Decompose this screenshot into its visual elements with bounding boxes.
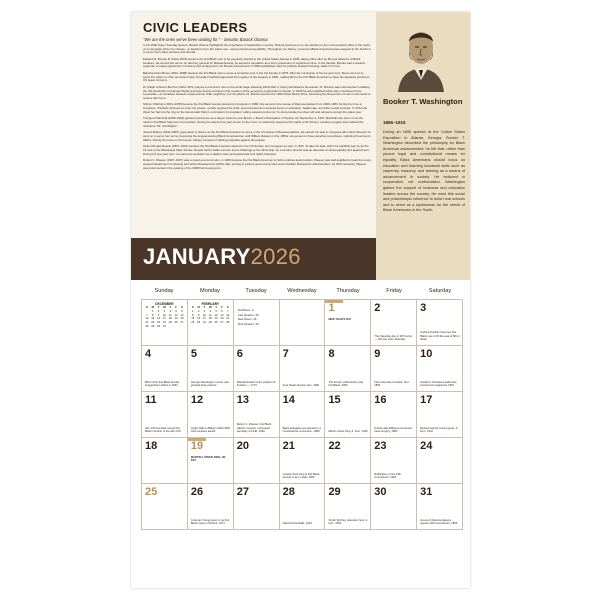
day-number: 8 [328,348,335,360]
moon-phase: New Moon: 18 [237,317,257,322]
mini-day: 11 [208,312,212,317]
day-note: Martin Luther King Jr. born, 1929 [328,429,368,433]
weekday-label: Tuesday [245,288,267,294]
day-note: Birth of the first Black female Guggenheim fellow in 1994 [145,380,180,387]
day-cell[interactable] [280,346,326,391]
mini-day: 4 [169,308,172,313]
day-note: Massachusetts Union petition for freedom — 1773 [236,380,276,387]
mini-weekday: S [181,305,183,309]
day-cell[interactable] [371,392,417,437]
weekday-label: Wednesday [287,288,317,294]
mini-day: 6 [181,308,183,313]
day-number: 10 [420,348,433,360]
mini-day: 16 [197,316,201,321]
day-cell[interactable] [371,346,417,391]
mini-day: 26 [174,320,178,325]
day-cell[interactable] [141,346,188,391]
mini-day: 19 [174,316,178,321]
top-section [131,12,470,269]
article-panel [131,12,376,238]
day-note: MARTIN LUTHER KING, JR. DAY [190,456,227,463]
day-number: 15 [328,394,341,406]
day-number: 11 [145,394,157,406]
article-paragraph: Dr. Ralph Johnson Bunche (1904–1971) played a prominent role on the world stage following World War II. Along with Eleanor Roosevelt, Dr. Bunche was instrumental in drafting the UN Declaration of Human Rights and was closely involved in the creation of the governing organization's charter. In 1949 he accomplished what many considered to be impossible—an armistice between Israel and her Arab neighbors. For his efforts, Dr. Bunche earned the 1950 Nobel Peace Prize, becoming the first person of color in the world to receive this honor. [143,84,371,100]
day-number: 27 [236,486,249,498]
day-cell[interactable] [325,300,371,345]
day-number: 22 [328,440,341,452]
day-number: 25 [145,486,158,498]
mini-day: 17 [162,316,166,321]
week-row [141,392,463,438]
weekday-header [141,283,463,299]
day-cell[interactable] [234,484,280,529]
day-cell[interactable] [141,392,188,437]
day-number: 1 [328,302,335,314]
mini-weekday: S [191,305,194,309]
calendar-weeks [141,299,463,530]
day-number: 30 [374,486,387,498]
day-number: 7 [282,348,289,360]
day-cell[interactable] [188,438,234,483]
day-cell[interactable] [280,438,326,483]
mini-day: 12 [174,312,178,317]
weekday-label: Sunday [154,288,174,294]
mini-calendar-february [188,300,234,345]
empty-day [280,300,326,345]
day-cell[interactable] [188,346,234,391]
mini-day: 19 [214,316,218,321]
day-number: 3 [420,302,427,314]
mini-day: 23 [157,320,161,325]
day-note: Coretta Scott King is first Black woman to lie in state, 2006 [282,472,320,479]
calendar-grid [141,283,463,530]
day-note: Muhammad Ali, boxing great, is born, 1942 [420,426,458,433]
mini-weekday: W [163,305,166,309]
day-cell[interactable] [417,300,463,345]
week-row [141,438,463,484]
day-cell[interactable] [417,392,463,437]
day-note: Black delegates are elected to a constitutional convention, 1868 [282,426,321,433]
mini-day: 30 [157,323,161,328]
mini-day: 22 [151,320,155,325]
day-number: 17 [420,394,433,406]
mini-grid [190,306,231,325]
weekday-label: Monday [200,288,220,294]
day-number: 24 [420,440,433,452]
article-paragraph: Robert C. Weaver (1907–1997) was a noted economist who, in 1966 became the first Black American to hold a cabinet-level position. Weaver was well qualified to head the newly created Department of Housing and Urban Development (HUD) after serving in various government roles since Franklin Roosevelt's administration. As HUD secretary, Weaver was instrumental in the passing of the 1968 Fair Housing Act. [143,158,371,170]
week-row [141,300,463,346]
mini-title: DECEMBER [155,302,174,306]
calendar-page [131,12,470,588]
mini-day: 8 [151,312,154,317]
day-note: Robert C. Weaver, first Black cabinet member, nominated secretary of HUD, 1966 [236,423,272,433]
bio-name: Booker T. Washington [383,97,463,106]
day-cell[interactable] [371,484,417,529]
mini-day: 11 [168,312,172,317]
mini-day: 18 [208,316,212,321]
day-cell[interactable] [234,392,280,437]
day-number: 19 [190,440,204,452]
day-cell[interactable] [188,392,234,437]
weekday-label: Thursday [336,288,360,294]
day-cell[interactable] [371,438,417,483]
mini-day: 14 [226,312,230,317]
day-number: 23 [374,440,387,452]
day-note: This Saturday day of 1874 wins — with the other Saturday [374,334,412,341]
day-note: George Washington Carver was granted three patents [190,380,229,387]
mini-day: 12 [214,312,218,317]
week-row [141,346,463,392]
day-number: 18 [145,440,158,452]
mini-day: 29 [151,323,155,328]
day-cell[interactable] [325,438,371,483]
mini-day: 10 [202,312,206,317]
article-paragraph: Shirley Chisholm (1924–2005) became the first Black woman elected to Congress in 1968; she served in the House of Representatives from 1969–1983. During her time in Congress, Chisholm focused on inner-city issues, vocally opposed the draft, and promoted an increased focus on education, health care, and other social services. In 1972 she threw her hat into the ring for the Democratic Party's nomination for president; telling supporters she ran "to demonstrate the sheer will and refusal to accept the status quo." [143,102,368,114]
day-cell[interactable] [234,438,280,483]
day-number: 29 [328,486,341,498]
day-cell[interactable] [280,392,326,437]
mini-day: 26 [214,320,218,325]
moon-phases [234,300,280,345]
mini-day: 4 [209,308,212,313]
article-paragraph: Edward W. Brooke III (1919–2015) became the first Black man to be popularly elected to the United States Senate in 1966, taking office after an 85-year absence of Black senators. He served two terms. An attorney general for Massachusetts, he earned a reputation as a stern prosecutor of organized crime. In the Senate, Brooke was a staunch supporter of equal opportunity in housing and employment; the Brooke Amendment of 1969 established rules for publicly assisted housing, basis for home. [143,56,366,69]
day-note: House of Representatives passes 13th Amendment, 1865 [420,518,458,525]
mini-day: 8 [191,312,194,317]
mini-weekday: S [226,305,229,309]
day-number: 5 [190,348,197,360]
weekday-label: Friday [386,288,402,294]
day-cell[interactable] [417,346,463,391]
mini-weekday: T [157,305,160,309]
day-note: Fisk University founded, Tenn 1866 [374,380,410,387]
article-quote: "We are the ones we've been waiting for." - Senator Barack Obama [143,37,268,42]
mini-day: 13 [220,312,224,317]
mini-title: FEBRUARY [201,302,220,306]
day-note: Ratification of the 24th Amendment, 1964 [374,472,402,479]
day-number: 16 [374,394,387,406]
moon-phase: Last Quarter: 10 [237,312,259,317]
article-body [143,44,371,173]
mini-day: 5 [215,308,217,313]
mini-day: 21 [145,320,149,325]
day-cell[interactable] [141,438,188,483]
mini-day: 31 [162,323,166,328]
mini-day: 14 [145,316,149,321]
mini-day: 22 [191,320,195,325]
mini-weekday: M [151,305,154,309]
bio-dates: 1856–1915 [383,120,406,125]
bio-sidebar [376,12,470,280]
mini-day: 16 [157,316,161,321]
day-number: 28 [282,486,295,498]
mini-day: 24 [162,320,166,325]
mini-day: 7 [146,312,148,317]
day-note: Daniel Hale Williams pioneered heart surgery, 1893 [374,426,412,433]
portrait-sketch [392,18,450,92]
day-note: Andrew Franklin becomes first Black man to fill the seat of Bill of Ideas [420,331,460,341]
mini-day: 23 [197,320,201,325]
day-number: 12 [190,394,204,406]
mini-weekday: T [215,305,217,309]
mini-day: 18 [168,316,172,321]
day-note: AFL-CIO Ironclad named first Black member of the AFL-CIO [145,426,181,433]
mini-day: 1 [151,308,154,313]
day-cell[interactable] [325,346,371,391]
mini-day: 6 [221,308,223,313]
mini-day: 10 [162,312,166,317]
day-number: 6 [236,348,243,360]
month-banner [131,238,376,280]
day-cell[interactable] [280,484,326,529]
article-title: CIVIC LEADERS [143,20,248,35]
day-number: 20 [236,440,249,452]
day-cell[interactable] [325,392,371,437]
mini-weekday: F [221,305,223,309]
day-cell[interactable] [417,438,463,483]
mini-day: 17 [202,316,206,321]
week-row [141,484,463,530]
mini-day: 7 [227,308,229,313]
moon-phase: First Quarter: 25 [237,321,259,326]
mini-day: 15 [191,316,195,321]
mini-day: 1 [191,308,194,313]
mini-weekday: T [169,305,172,309]
article-paragraph: Thurgood Marshall (1908–1993) gained prominence as a lawyer when he won Brown v. Board of Education of Topeka. On September 2, 1967, Marshall was sworn in as the nation's first Black Supreme Court justice. During his twenty-four-year tenure on the court, he staunchly supported the rights of all citizens, creating a legacy that outlived the nickname "Mr. Civil Rights." [143,116,364,128]
moon-phase: Full Moon: 3 [237,308,254,312]
day-number: 21 [282,440,295,452]
mini-day: 25 [208,320,212,325]
mini-day: 13 [180,312,184,317]
day-number: 9 [374,348,381,360]
mini-day: 20 [180,316,184,321]
weekday-label: Saturday [428,288,452,294]
mini-day: 9 [197,312,200,317]
day-number: 2 [374,302,381,314]
mini-weekday: W [208,305,212,309]
day-number: 26 [190,486,204,498]
mini-day: 3 [163,308,166,313]
day-cell[interactable] [141,484,188,529]
mini-day: 24 [202,320,206,325]
day-cell[interactable] [371,300,417,345]
mini-weekday: F [175,305,177,309]
day-cell[interactable] [188,484,234,529]
day-number: 31 [420,486,433,498]
month-name: JANUARY [143,244,251,269]
day-note: Clyde Clark is Black in Ellen Bell Club receives award [190,426,230,433]
bio-text: During an 1895 speech at the Cotton States Exposition in Atlanta, Georgia, Booker T. Washington described the philosophy for Black American advancement: he felt that, rather than pursue legal and constitutional means for equality, Black Americans should focus on education and learning industrial skills such as carpentry, masonry, and farming as a means of advancement in society. He believed in cooperation, not confrontation. Washington gained the support of business and education leaders across the country. He used this social and philanthropic influence to build rural schools and to serve as a spokesman for the needs of Black Americans in the South. [383,130,465,213]
article-paragraph: Joseph Rainey (1832–1887) grew down in history as the first Black American to serve in the US House of Representatives. He earned his seat in Congress after Hiram Revels; he went on to serve four terms, becoming the longest-serving Black Congressman until William Dawson in the 1950s. He served on three standing committees, including Freedmen's Affairs. During his tenure in the House, Rainey focused on fighting prejudice against all peoples. [143,130,371,142]
mini-day: 28 [226,320,230,325]
month-title [143,244,301,270]
mini-weekday: S [145,305,148,309]
day-note: Coleman Young sworn in as first Black mayor of Detroit, 1974 [190,518,230,525]
day-cell[interactable] [417,484,463,529]
mini-day [179,325,185,329]
day-number: 13 [236,394,249,406]
mini-day: 9 [157,312,160,317]
mini-day: 21 [226,316,230,321]
mini-weekday: T [203,305,206,309]
mini-day: 25 [168,320,172,325]
day-note: NEW YEAR'S DAY [328,318,352,321]
day-note: The former Underwritten play first Black, 1950 [328,380,364,387]
day-number: 14 [282,394,295,406]
mini-day: 2 [157,308,160,313]
article-paragraph: Blanche Kelso Bruce (1841–1898) became the first Black man to serve a complete term in the US Senate in 1875. After the conclusion of his six-year term, Bruce went on to serve the nation in other prominent roles; President Garfield appointed him register of the treasury in 1881, making Bruce the first Black American to have his signature printed on US paper currency. [143,70,370,83]
day-note: Oprah Winfrey, television host, is born, 1954 [328,518,368,525]
article-paragraph: In his 2006 Super Tuesday speech, Barack Obama highlighted the importance of leadership in society. Obama would go on to win election to the most powerful office in the world on a campaign driven by change—a departure from the status quo—and personal accountability. Throughout our history, numerous Black Americans have stepped to the forefront to serve their nation at home and abroad. [143,43,371,55]
mini-day: 20 [220,316,224,321]
mini-day: 2 [197,308,200,313]
mini-day: 3 [203,308,206,313]
mini-day: 27 [220,320,224,325]
mini-weekday: M [197,305,200,309]
day-note: Southern Christian Leadership Conference organized, 1957 [420,380,457,387]
mini-day: 5 [175,308,177,313]
day-cell[interactable] [325,484,371,529]
article-paragraph: Hiram Rhodes Revels (1827–1901) became the first Black American elected to the US Senate, and Congress as well, in 1870. To take his seat, which he rightfully won by an 81–15 vote in the Mississippi State Senate, Revels had to battle concern and a challenge to his citizenship. As a senator, Revels was an advocate of racial equality and appointment. During his one-year term, he earned a reputation as a skilled orator and passionate civil rights champion. [143,144,370,156]
mini-day: 28 [145,323,149,328]
month-year: 2026 [250,244,301,269]
day-number: 4 [145,348,152,360]
mini-grid [144,306,185,329]
day-note: Historical footballs, 1919 [282,521,312,525]
mini-day: 27 [180,320,184,325]
mini-day: 15 [151,316,155,321]
day-note: Zora Neale Hurston dies, 1960 [282,383,320,387]
mini-calendar-december [141,300,188,345]
day-cell[interactable] [234,346,280,391]
